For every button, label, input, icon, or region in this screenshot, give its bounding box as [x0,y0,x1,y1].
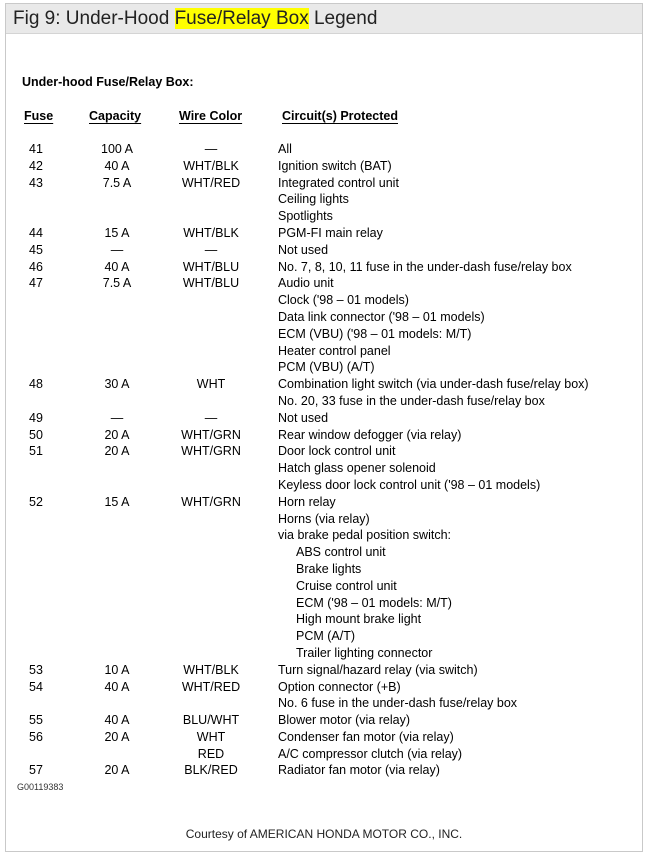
table-row [0,762,648,779]
table-row [0,208,648,225]
circuit-protected: Rear window defogger (via relay) [278,427,462,442]
table-row [0,679,648,696]
circuit-protected: via brake pedal position switch: [278,528,452,543]
fuse-number: 43 [29,175,43,190]
table-row [0,309,648,326]
table-row [0,628,648,645]
circuit-protected: A/C compressor clutch (via relay) [278,746,463,761]
wire-color: WHT/BLK [183,158,239,173]
circuit-protected: High mount brake light [296,612,422,627]
table-row [0,729,648,746]
table-row [0,494,648,511]
table-row [0,595,648,612]
wire-color: WHT/BLU [182,276,240,291]
circuit-protected: PGM-FI main relay [278,225,383,240]
fuse-number: 54 [29,679,43,694]
circuit-protected: ABS control unit [296,545,386,560]
table-row [0,477,648,494]
table-row [0,275,648,292]
wire-color: WHT [196,729,226,744]
table-row [0,225,648,242]
column-header-capacity: Capacity [89,109,142,123]
wire-color: WHT/GRN [181,444,241,459]
fuse-number: 50 [29,427,43,442]
circuit-protected: Combination light switch (via under-dash fuse/relay box) [278,377,589,392]
table-row [0,712,648,729]
circuit-protected: Trailer lighting connector [296,645,433,660]
fuse-capacity: 20 A [104,763,130,778]
fuse-capacity: 15 A [104,225,130,240]
circuit-protected: Brake lights [296,561,362,576]
fuse-number: 41 [29,142,43,156]
table-row [0,359,648,376]
circuit-protected: ECM (VBU) ('98 – 01 models: M/T) [278,326,472,341]
fuse-number: 56 [29,729,43,744]
table-row [0,410,648,427]
fuse-number: 48 [29,377,43,392]
table-row [0,141,648,158]
circuit-protected: Door lock control unit [278,444,396,459]
fuse-number: 52 [29,494,43,509]
circuit-protected: Turn signal/hazard relay (via switch) [278,662,478,677]
wire-color: WHT/BLK [183,225,239,240]
table-row [0,611,648,628]
wire-color: BLK/RED [184,763,238,778]
fuse-number: 53 [29,662,43,677]
table-row [0,175,648,192]
circuit-protected: Clock ('98 – 01 models) [278,293,409,308]
fuse-capacity: 20 A [104,444,130,459]
wire-color: BLU/WHT [182,713,240,728]
table-row [0,511,648,528]
table-row [0,343,648,360]
table-row [0,746,648,763]
table-row [0,578,648,595]
wire-color: — [204,242,218,257]
figure-title [6,4,642,34]
circuit-protected: Horn relay [278,494,336,509]
circuit-protected: Ceiling lights [278,192,349,207]
table-row [0,561,648,578]
wire-color: WHT/BLU [182,259,240,274]
table-row [0,443,648,460]
table-row [0,695,648,712]
fuse-capacity: 40 A [104,259,130,274]
fuse-number: 49 [29,410,43,425]
table-row [0,527,648,544]
circuit-protected: Blower motor (via relay) [278,713,410,728]
table-row [0,326,648,343]
fuse-capacity: 40 A [104,679,130,694]
fuse-capacity: 30 A [104,377,130,392]
fuse-capacity: 7.5 A [102,175,132,190]
fuse-capacity: 20 A [104,427,130,442]
circuit-protected: Not used [278,242,329,257]
fuse-number: 51 [29,444,43,459]
fuse-capacity: 100 A [101,142,133,156]
fuse-number: 57 [29,763,43,778]
table-row [0,645,648,662]
circuit-protected: ECM ('98 – 01 models: M/T) [296,595,452,610]
circuit-protected: No. 7, 8, 10, 11 fuse in the under-dash fuse/relay box [278,259,572,274]
fuse-capacity: 10 A [104,662,130,677]
document-code: G00119383 [17,782,64,792]
table-row [0,191,648,208]
circuit-protected: PCM (A/T) [296,629,356,644]
circuit-protected: Hatch glass opener solenoid [278,461,436,476]
wire-color: — [204,410,218,425]
wire-color: RED [197,746,225,761]
title-prefix: Fig 9: Under-Hood [13,8,175,29]
table-row [0,259,648,276]
circuit-protected: Cruise control unit [296,578,397,593]
circuit-protected: Spotlights [278,209,333,224]
table-row [0,242,648,259]
legend-heading: Under-hood Fuse/Relay Box: [22,75,194,89]
circuit-protected: Not used [278,410,329,425]
table-row [0,158,648,175]
circuit-protected: Radiator fan motor (via relay) [278,763,440,778]
legend-table [0,141,648,779]
table-row [0,376,648,393]
wire-color: WHT/BLK [183,662,239,677]
circuit-protected: Option connector (+B) [278,679,401,694]
circuit-protected: No. 6 fuse in the under-dash fuse/relay box [278,696,518,711]
fuse-capacity: 15 A [104,494,130,509]
table-row [0,662,648,679]
fuse-number: 45 [29,242,43,257]
wire-color: WHT/GRN [181,427,241,442]
circuit-protected: Horns (via relay) [278,511,370,526]
fuse-number: 44 [29,225,43,240]
table-row [0,427,648,444]
column-header-fuse: Fuse [24,109,54,123]
credit-line: Courtesy of AMERICAN HONDA MOTOR CO., INC. [185,827,463,841]
fuse-number: 42 [29,158,43,173]
table-row [0,544,648,561]
fuse-number: 46 [29,259,43,274]
column-header-circuits: Circuit(s) Protected [282,109,398,123]
circuit-protected: Heater control panel [278,343,391,358]
circuit-protected: Data link connector ('98 – 01 models) [278,309,485,324]
fuse-capacity: — [110,410,124,425]
wire-color: — [204,142,218,156]
title-suffix: Legend [308,8,378,29]
circuit-protected: PCM (VBU) (A/T) [278,360,375,375]
fuse-capacity: 40 A [104,713,130,728]
circuit-protected: No. 20, 33 fuse in the under-dash fuse/relay box [278,393,545,408]
circuit-protected: Condenser fan motor (via relay) [278,729,454,744]
wire-color: WHT/RED [181,679,241,694]
title-highlight: Fuse/Relay Box [174,8,309,29]
wire-color: WHT/RED [181,175,241,190]
circuit-protected: Integrated control unit [278,175,399,190]
circuit-protected: All [278,142,292,156]
wire-color: WHT/GRN [181,494,241,509]
column-header-wire-color: Wire Color [179,109,243,123]
wire-color: WHT [196,377,226,392]
fuse-capacity: 20 A [104,729,130,744]
circuit-protected: Audio unit [278,276,334,291]
fuse-capacity: 40 A [104,158,130,173]
circuit-protected: Keyless door lock control unit ('98 – 01 models) [278,477,541,492]
fuse-capacity: 7.5 A [102,276,132,291]
fuse-number: 55 [29,713,43,728]
fuse-number: 47 [29,276,43,291]
table-row [0,292,648,309]
table-row [0,393,648,410]
fuse-capacity: — [110,242,124,257]
circuit-protected: Ignition switch (BAT) [278,158,392,173]
table-row [0,460,648,477]
